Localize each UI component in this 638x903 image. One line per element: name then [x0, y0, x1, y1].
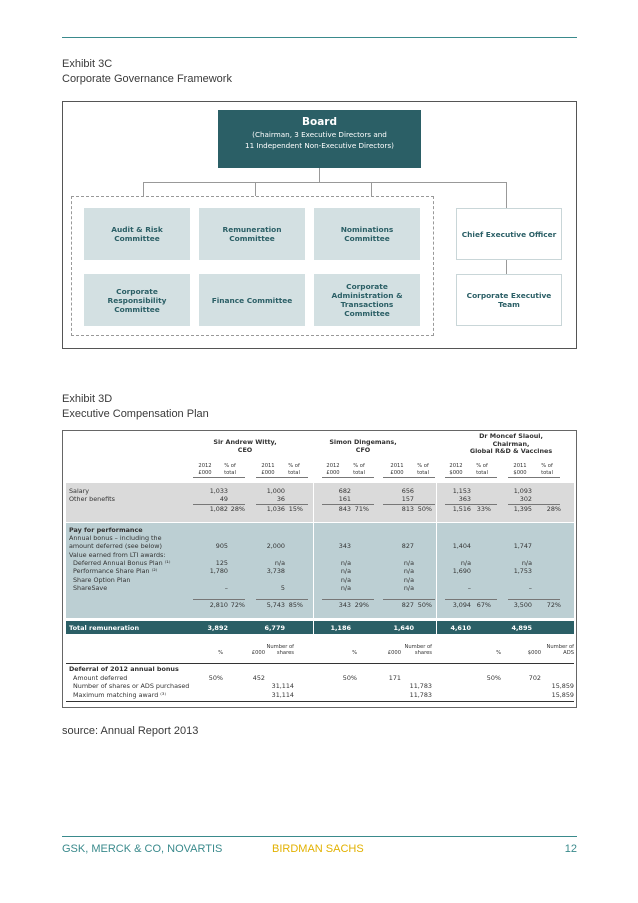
deferral-value: 31,114	[271, 682, 294, 691]
performance-value: n/a	[274, 558, 285, 567]
column-header-unit: £000	[390, 470, 404, 476]
column-header-top: % of	[288, 463, 300, 469]
fixed-pay-subtotal: 1,082	[209, 505, 228, 513]
column-header-unit: £000	[326, 470, 340, 476]
fixed-pay-value: 1,093	[513, 487, 532, 495]
deferral-value: 11,783	[409, 690, 432, 699]
performance-label: Performance Share Plan ⁽²⁾	[73, 567, 158, 576]
connector-line	[506, 182, 507, 208]
fixed-pay-subtotal: 843	[338, 505, 351, 513]
performance-value: n/a	[403, 575, 414, 584]
performance-label: Deferred Annual Bonus Plan ⁽¹⁾	[73, 558, 171, 567]
fixed-pay-value: 682	[338, 487, 351, 495]
person-name-line: Global R&D & Vaccines	[469, 447, 553, 455]
exhibit-3d-title: Executive Compensation Plan	[62, 408, 209, 420]
performance-subtotal: 29%	[354, 601, 369, 609]
performance-value: 1,404	[452, 542, 471, 551]
performance-subtotal: 5,743	[266, 601, 285, 609]
board-subtitle-line2: 11 Independent Non-Executive Directors)	[245, 141, 394, 150]
fixed-pay-subtotal: 1,516	[452, 505, 471, 513]
performance-subtotal: 85%	[288, 601, 303, 609]
performance-value: n/a	[403, 558, 414, 567]
fixed-pay-subtotal: 33%	[476, 505, 491, 513]
remuneration-committee: Remuneration Committee	[199, 208, 305, 260]
connector-line	[319, 168, 320, 182]
performance-value: 125	[215, 558, 228, 567]
column-header-top: 2012	[326, 463, 340, 469]
performance-subtotal: 72%	[230, 601, 245, 609]
performance-subtotal: 3,500	[513, 601, 532, 609]
performance-subtotal: 72%	[546, 601, 561, 609]
column-header-unit: $000	[449, 470, 463, 476]
exhibit-3c-label: Exhibit 3C	[62, 58, 113, 70]
header-rule	[322, 477, 374, 478]
deferral-column-header: Number of shares	[404, 644, 432, 656]
source-note: source: Annual Report 2013	[62, 725, 199, 737]
governance-chart	[62, 101, 577, 349]
performance-value: n/a	[521, 558, 532, 567]
header-rule	[256, 477, 308, 478]
top-rule	[62, 37, 577, 38]
performance-value: –	[528, 583, 532, 592]
person-name-line: Dr Moncef Slaoui,	[479, 432, 543, 440]
subtotal-rule	[193, 599, 245, 600]
fixed-pay-subtotal: 15%	[288, 505, 303, 513]
column-header-top: % of	[476, 463, 488, 469]
board-title: Board	[302, 116, 337, 128]
footer-left: GSK, MERCK & CO, NOVARTIS	[62, 843, 223, 855]
column-header-top: % of	[541, 463, 553, 469]
deferral-column-header: £000	[251, 650, 265, 656]
fixed-pay-value: 656	[401, 487, 414, 495]
total-value: 1,186	[330, 624, 351, 632]
performance-value: 1,753	[513, 567, 532, 576]
footer-center: BIRDMAN SACHS	[272, 843, 364, 855]
audit-risk-committee: Audit & Risk Committee	[84, 208, 190, 260]
performance-value: 905	[215, 542, 228, 551]
performance-value: n/a	[340, 558, 351, 567]
footer-rule	[62, 836, 577, 837]
column-header-unit: total	[224, 470, 236, 476]
deferral-value: 50%	[342, 674, 357, 682]
column-header-top: % of	[417, 463, 429, 469]
deferral-title: Deferral of 2012 annual bonus	[69, 665, 179, 673]
performance-label: Share Option Plan	[73, 575, 131, 584]
exhibit-3d-heading	[62, 392, 209, 422]
fixed-pay-value: 1,033	[209, 487, 228, 495]
performance-value: 343	[338, 542, 351, 551]
performance-label: Annual bonus – including the	[69, 534, 162, 542]
total-label: Total remuneration	[69, 624, 140, 632]
performance-value: n/a	[460, 558, 471, 567]
deferral-label: Number of shares or ADS purchased	[73, 682, 190, 691]
compensation-table	[62, 430, 577, 708]
column-header-top: 2012	[449, 463, 463, 469]
performance-header: Pay for performance	[69, 526, 143, 534]
performance-value: n/a	[340, 583, 351, 592]
performance-value: 3,738	[266, 567, 285, 576]
header-rule	[508, 477, 560, 478]
column-header-top: % of	[224, 463, 236, 469]
fixed-pay-value: 1,153	[452, 487, 471, 495]
column-header-unit: $000	[513, 470, 527, 476]
fixed-pay-value: 363	[458, 495, 471, 504]
connector-line	[506, 260, 507, 274]
deferral-value: 11,783	[409, 682, 432, 691]
connector-line	[143, 182, 506, 183]
deferral-column-header: $000	[527, 650, 541, 656]
deferral-value: 15,859	[551, 690, 574, 699]
nominations-committee: Nominations Committee	[314, 208, 420, 260]
performance-value: –	[467, 583, 471, 592]
deferral-value: 15,859	[551, 682, 574, 691]
total-value: 4,610	[450, 624, 471, 632]
subtotal-rule	[445, 599, 497, 600]
person-name-line: CEO	[237, 445, 253, 454]
header-rule	[445, 477, 497, 478]
chief-executive-officer: Chief Executive Officer	[456, 208, 562, 260]
fixed-pay-subtotal: 1,395	[513, 505, 532, 513]
deferral-column-header: %	[218, 650, 223, 656]
fixed-pay-subtotal: 1,036	[266, 505, 285, 513]
deferral-value: 50%	[208, 674, 223, 682]
deferral-value: 31,114	[271, 690, 294, 699]
performance-subtotal: 67%	[476, 601, 491, 609]
corporate-executive-team: Corporate Executive Team	[456, 274, 562, 326]
performance-value: –	[224, 583, 228, 592]
person-name-line: Sir Andrew Witty,	[213, 438, 277, 446]
deferral-value: 50%	[486, 674, 501, 682]
fixed-pay-subtotal: 71%	[354, 505, 369, 513]
performance-subtotal: 343	[338, 601, 351, 609]
performance-subtotal: 827	[401, 601, 414, 609]
performance-label: ShareSave	[73, 583, 108, 592]
performance-value: 5	[280, 583, 285, 592]
performance-subtotal: 2,810	[209, 601, 228, 609]
fixed-pay-subtotal: 813	[401, 505, 414, 513]
column-header-unit: total	[541, 470, 553, 476]
header-rule	[193, 477, 245, 478]
connector-line	[371, 182, 372, 196]
performance-value: n/a	[340, 575, 351, 584]
exhibit-3d-label: Exhibit 3D	[62, 393, 113, 405]
corporate-administration-committee: Corporate Administration & Transactions Committee	[314, 274, 420, 326]
performance-value: n/a	[403, 567, 414, 576]
fixed-pay-subtotal: 28%	[546, 505, 561, 513]
board-box	[218, 110, 421, 168]
column-header-top: 2011	[261, 463, 275, 469]
total-value: 4,895	[511, 624, 532, 632]
column-header-unit: total	[417, 470, 429, 476]
performance-value: 1,690	[452, 567, 471, 576]
board-subtitle-line1: (Chairman, 3 Executive Directors and	[252, 130, 387, 139]
column-header-top: 2012	[198, 463, 212, 469]
performance-label: amount deferred (see below)	[69, 542, 162, 551]
column-header-unit: £000	[261, 470, 275, 476]
performance-value: n/a	[403, 583, 414, 592]
performance-value: 1,780	[209, 567, 228, 576]
column-header-top: 2011	[390, 463, 404, 469]
deferral-label: Maximum matching award ⁽³⁾	[73, 690, 167, 699]
subtotal-rule	[256, 599, 308, 600]
deferral-value: 452	[252, 674, 265, 682]
performance-label: Value earned from LTI awards:	[69, 550, 166, 559]
deferral-column-header: Number of shares	[266, 644, 294, 656]
fixed-pay-label: Salary	[69, 487, 90, 495]
header-rule	[383, 477, 435, 478]
deferral-column-header: £000	[387, 650, 401, 656]
fixed-pay-value: 161	[338, 495, 351, 504]
performance-value: n/a	[340, 567, 351, 576]
finance-committee: Finance Committee	[199, 274, 305, 326]
fixed-pay-subtotal: 50%	[417, 505, 432, 513]
total-value: 3,892	[207, 624, 228, 632]
corporate-responsibility-committee: Corporate Responsibility Committee	[84, 274, 190, 326]
column-header-unit: total	[288, 470, 300, 476]
fixed-pay-value: 1,000	[266, 487, 285, 495]
exhibit-3c-title: Corporate Governance Framework	[62, 73, 232, 85]
performance-value: 1,747	[513, 542, 532, 551]
performance-subtotal: 50%	[417, 601, 432, 609]
exhibit-3c-heading	[62, 57, 232, 87]
person-name-line: Chairman,	[492, 439, 530, 448]
column-header-unit: £000	[198, 470, 212, 476]
fixed-pay-value: 49	[219, 495, 228, 504]
column-header-unit: total	[353, 470, 365, 476]
column-header-top: 2011	[513, 463, 527, 469]
deferral-value: 702	[528, 674, 541, 682]
person-name-line: CFO	[355, 445, 371, 454]
deferral-rule	[66, 663, 574, 664]
performance-value: 827	[401, 542, 414, 551]
connector-line	[255, 182, 256, 196]
fixed-pay-label: Other benefits	[69, 495, 116, 504]
deferral-column-header: %	[352, 650, 357, 656]
fixed-pay-subtotal: 28%	[230, 505, 245, 513]
fixed-pay-value: 302	[519, 495, 532, 504]
total-value: 1,640	[393, 624, 414, 632]
column-header-top: % of	[353, 463, 365, 469]
fixed-pay-value: 36	[276, 495, 285, 504]
fixed-pay-value: 157	[401, 495, 414, 504]
total-value: 6,779	[264, 624, 285, 632]
subtotal-rule	[508, 599, 560, 600]
connector-line	[143, 182, 144, 196]
subtotal-rule	[383, 599, 435, 600]
subtotal-rule	[322, 599, 374, 600]
person-name-line: Simon Dingemans,	[329, 438, 397, 446]
performance-value: 2,000	[266, 542, 285, 551]
deferral-rule-bottom	[66, 701, 574, 702]
page-number: 12	[564, 843, 577, 855]
deferral-value: 171	[388, 674, 401, 682]
column-header-unit: total	[476, 470, 488, 476]
deferral-column-header: %	[496, 650, 501, 656]
performance-subtotal: 3,094	[452, 601, 471, 609]
deferral-column-header: Number of ADS	[546, 644, 574, 656]
deferral-label: Amount deferred	[73, 674, 128, 682]
